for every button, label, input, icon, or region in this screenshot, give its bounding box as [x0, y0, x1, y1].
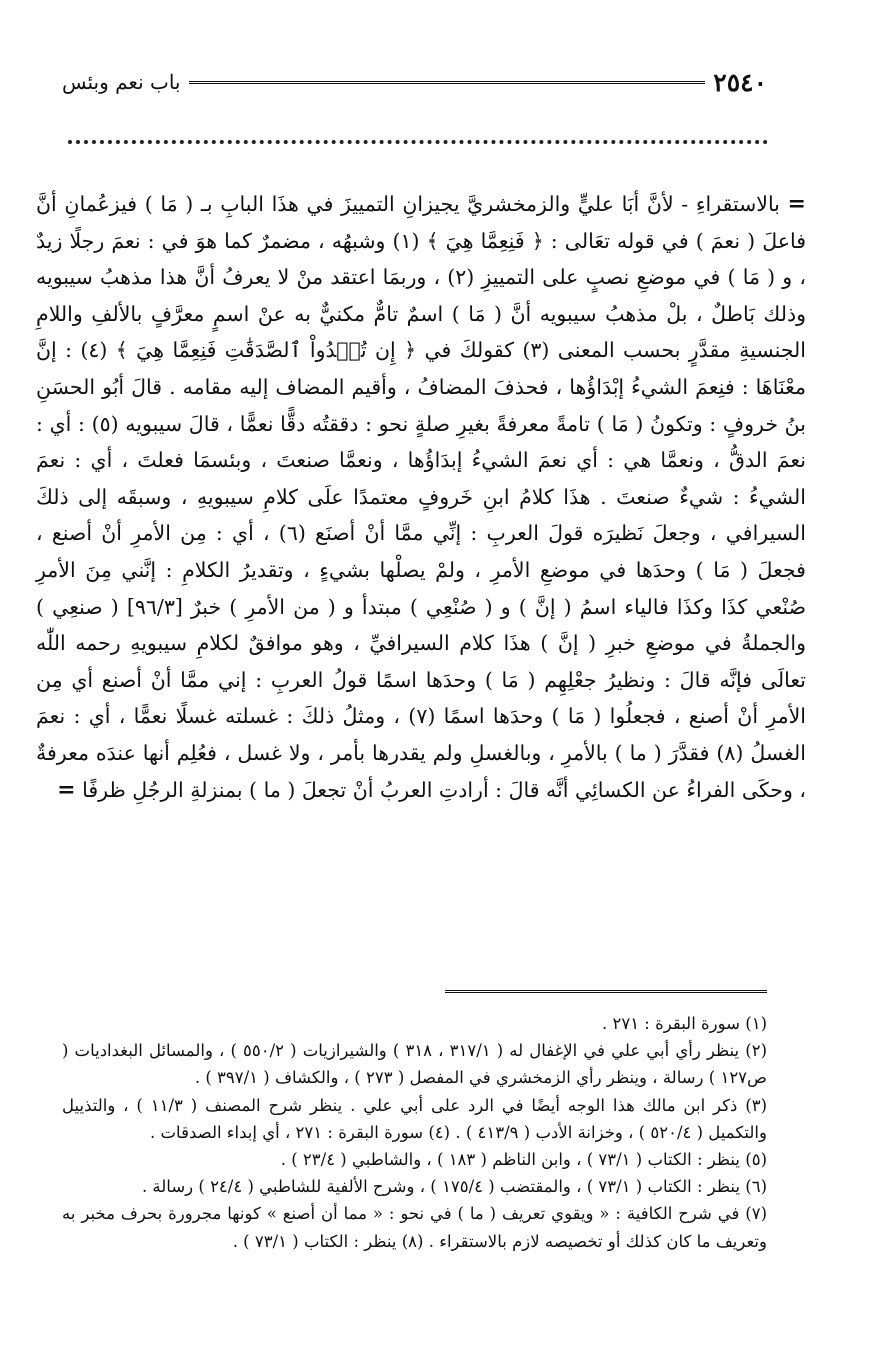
header-rule	[189, 81, 706, 84]
continuation-mark-end: =	[57, 776, 76, 803]
page-number: ٢٥٤٠	[713, 67, 767, 97]
footnotes	[62, 1010, 767, 1255]
chapter-title: باب نعم وبئس	[62, 70, 181, 94]
page-header	[62, 62, 767, 102]
footnote: (٣) ذكر ابن مالك هذا الوجه أيضًا في الرد على أبي علي . ينظر شرح المصنف ( ١١/٣ ) ، والتذييل والتكميل ( ٥٢٠/٤ ) ، وخزانة الأدب ( ٤١٣/٩ ) . (٤) سورة البقرة : ٢٧١ ، أي إبداء الصدقات .	[62, 1095, 768, 1142]
main-text-body: بالاستقراءِ - لأنَّ أبَا عليٍّ والزمخشريَّ يجيزانِ التمييزَ في هذَا البابِ بـ ( مَا ) فيزعُمانِ أنَّ فاعلَ ( نعمَ ) في قوله تعَالى : ﴿ فَنِعِمَّا هِيَ ﴾ (١) وشبهُه ، مضمرٌ كما هوَ في : نعمَ رجلًا زيدٌ ، و ( مَا ) في موضعِ نصبٍ على التمييزِ (٢) ، وربمَا اعتقد منْ لا يعرفُ أنَّ هذا مذهبُ سيبويه وذلك بَاطلٌ ، بلْ مذهبُ سيبويه أنَّ ( مَا ) اسمٌ تامٌّ مكنيٌّ به عنْ اسمٍ معرَّفٍ بالألفِ واللامِ الجنسيةِ مقدَّرٍ بحسب المعنى (٣) كقولكَ في ﴿ إِن تُبۡدُواْ ٱلصَّدَقَٰتِ فَنِعِمَّا هِيَ ﴾ (٤) : إنَّ معْنَاهَا : فنِعمَ الشيءُ إبْدَاؤُها ، فحذفَ المضافُ ، وأقيم المضاف إليه مقامه . قالَ أبُو الحسَنِ بنُ خروفٍ : وتكونُ ( مَا ) تامةً معرفةً بغيرِ صلةٍ نحو : دققتُه دقًّا نعمًّا ، قالَ سيبويه (٥) : أي : نعمَ الدقُّ ، ونعمَّا هي : أي نعمَ الشيءُ إبدَاؤُها ، ونعمَّا صنعتَ ، وبئسمَا فعلتَ ، أي : نعمَ الشيءُ : شيءٌ صنعتَ . هذَا كلامُ ابنِ خَروفٍ معتمدًا علَى كلامِ سيبويهِ ، وسبقَه إلى ذلكَ السيرافي ، وجعلَ نَظيرَه قولَ العربِ : إنِّي ممَّا أنْ أصنَع (٦) ، أي : مِن الأمرِ أنْ أصنع ، فجعلَ ( مَا ) وحدَها في موضعِ الأمرِ ، ولمْ يصلْها بشيءٍ ، وتقديرُ الكلامِ : إنَّني مِنَ الأمرِ صُنْعي كذَا وكذَا فالياء اسمُ ( إنَّ ) و ( صُنْعِي ) مبتدأ و ( من الأمرِ ) خبرٌ [٩٦/٣] ( صنعِي ) والجملةُ في موضعِ خبرِ ( إنَّ ) هذَا كلام السيرافيِّ ، وهو موافقٌ لكلامِ سيبويهِ رحمه اللّٰه تعالَى فإنَّه قالَ : ونظيرُ جعْلِهِم ( مَا ) وحدَها اسمًا قولُ العربِ : إني ممَّا أنْ أصنع أي مِن الأمرِ أنْ أصنع ، فجعلُوا ( مَا ) وحدَها اسمًا (٧) ، ومثلُ ذلكَ : غسلته غسلًا نعمًّا ، أي : نعمَ الغسلُ (٨) فقدَّرَ ( ما ) بالأمرِ ، وبالغسلِ ولم يقدرها بأمر ، ولا غسل ، فعُلِم أنها عندَه معرفةٌ ، وحكَى الفراءُ عن الكسائِي أنَّه قالَ : أرادتِ العربُ أنْ تجعلَ ( ما ) بمنزلةِ الرجُلِ ظرفًا	[36, 192, 807, 802]
main-text	[36, 186, 806, 808]
footnote-rule	[445, 990, 767, 993]
continuation-mark-start: =	[787, 191, 806, 217]
footnote: (٢) ينظر رأي أبي علي في الإغفال له ( ٣١٧/١ ، ٣١٨ ) والشيرازيات ( ٥٥٠/٢ ) ، والمسائل البغداديات ( ص١٢٧ ) رسالة ، وينظر رأي الزمخشري في المفصل ( ٢٧٣ ) ، والكشاف ( ٣٩٧/١ ) .	[62, 1041, 767, 1088]
footnote: (٦) ينظر : الكتاب ( ٧٣/١ ) ، والمقتضب ( ١٧٥/٤ ) ، وشرح الألفية للشاطبي ( ٢٤/٤ ) رسالة .	[141, 1177, 767, 1197]
footnote: (١) سورة البقرة : ٢٧١ .	[601, 1014, 767, 1033]
footnote: (٧) في شرح الكافية : « ويقوي تعريف ( ما ) في نحو : « مما أن أصنع » كونها مجرورة بحرف مخبر به وتعريف ما كان كذلك أو تخصيصه لازم بالاستقراء . (٨) ينظر : الكتاب ( ٧٣/١ ) .	[62, 1204, 767, 1251]
footnote: (٥) ينظر : الكتاب ( ٧٣/١ ) ، وابن الناظم ( ١٨٣ ) ، والشاطبي ( ٢٣/٤ ) .	[280, 1150, 767, 1170]
dotted-separator	[68, 140, 768, 144]
